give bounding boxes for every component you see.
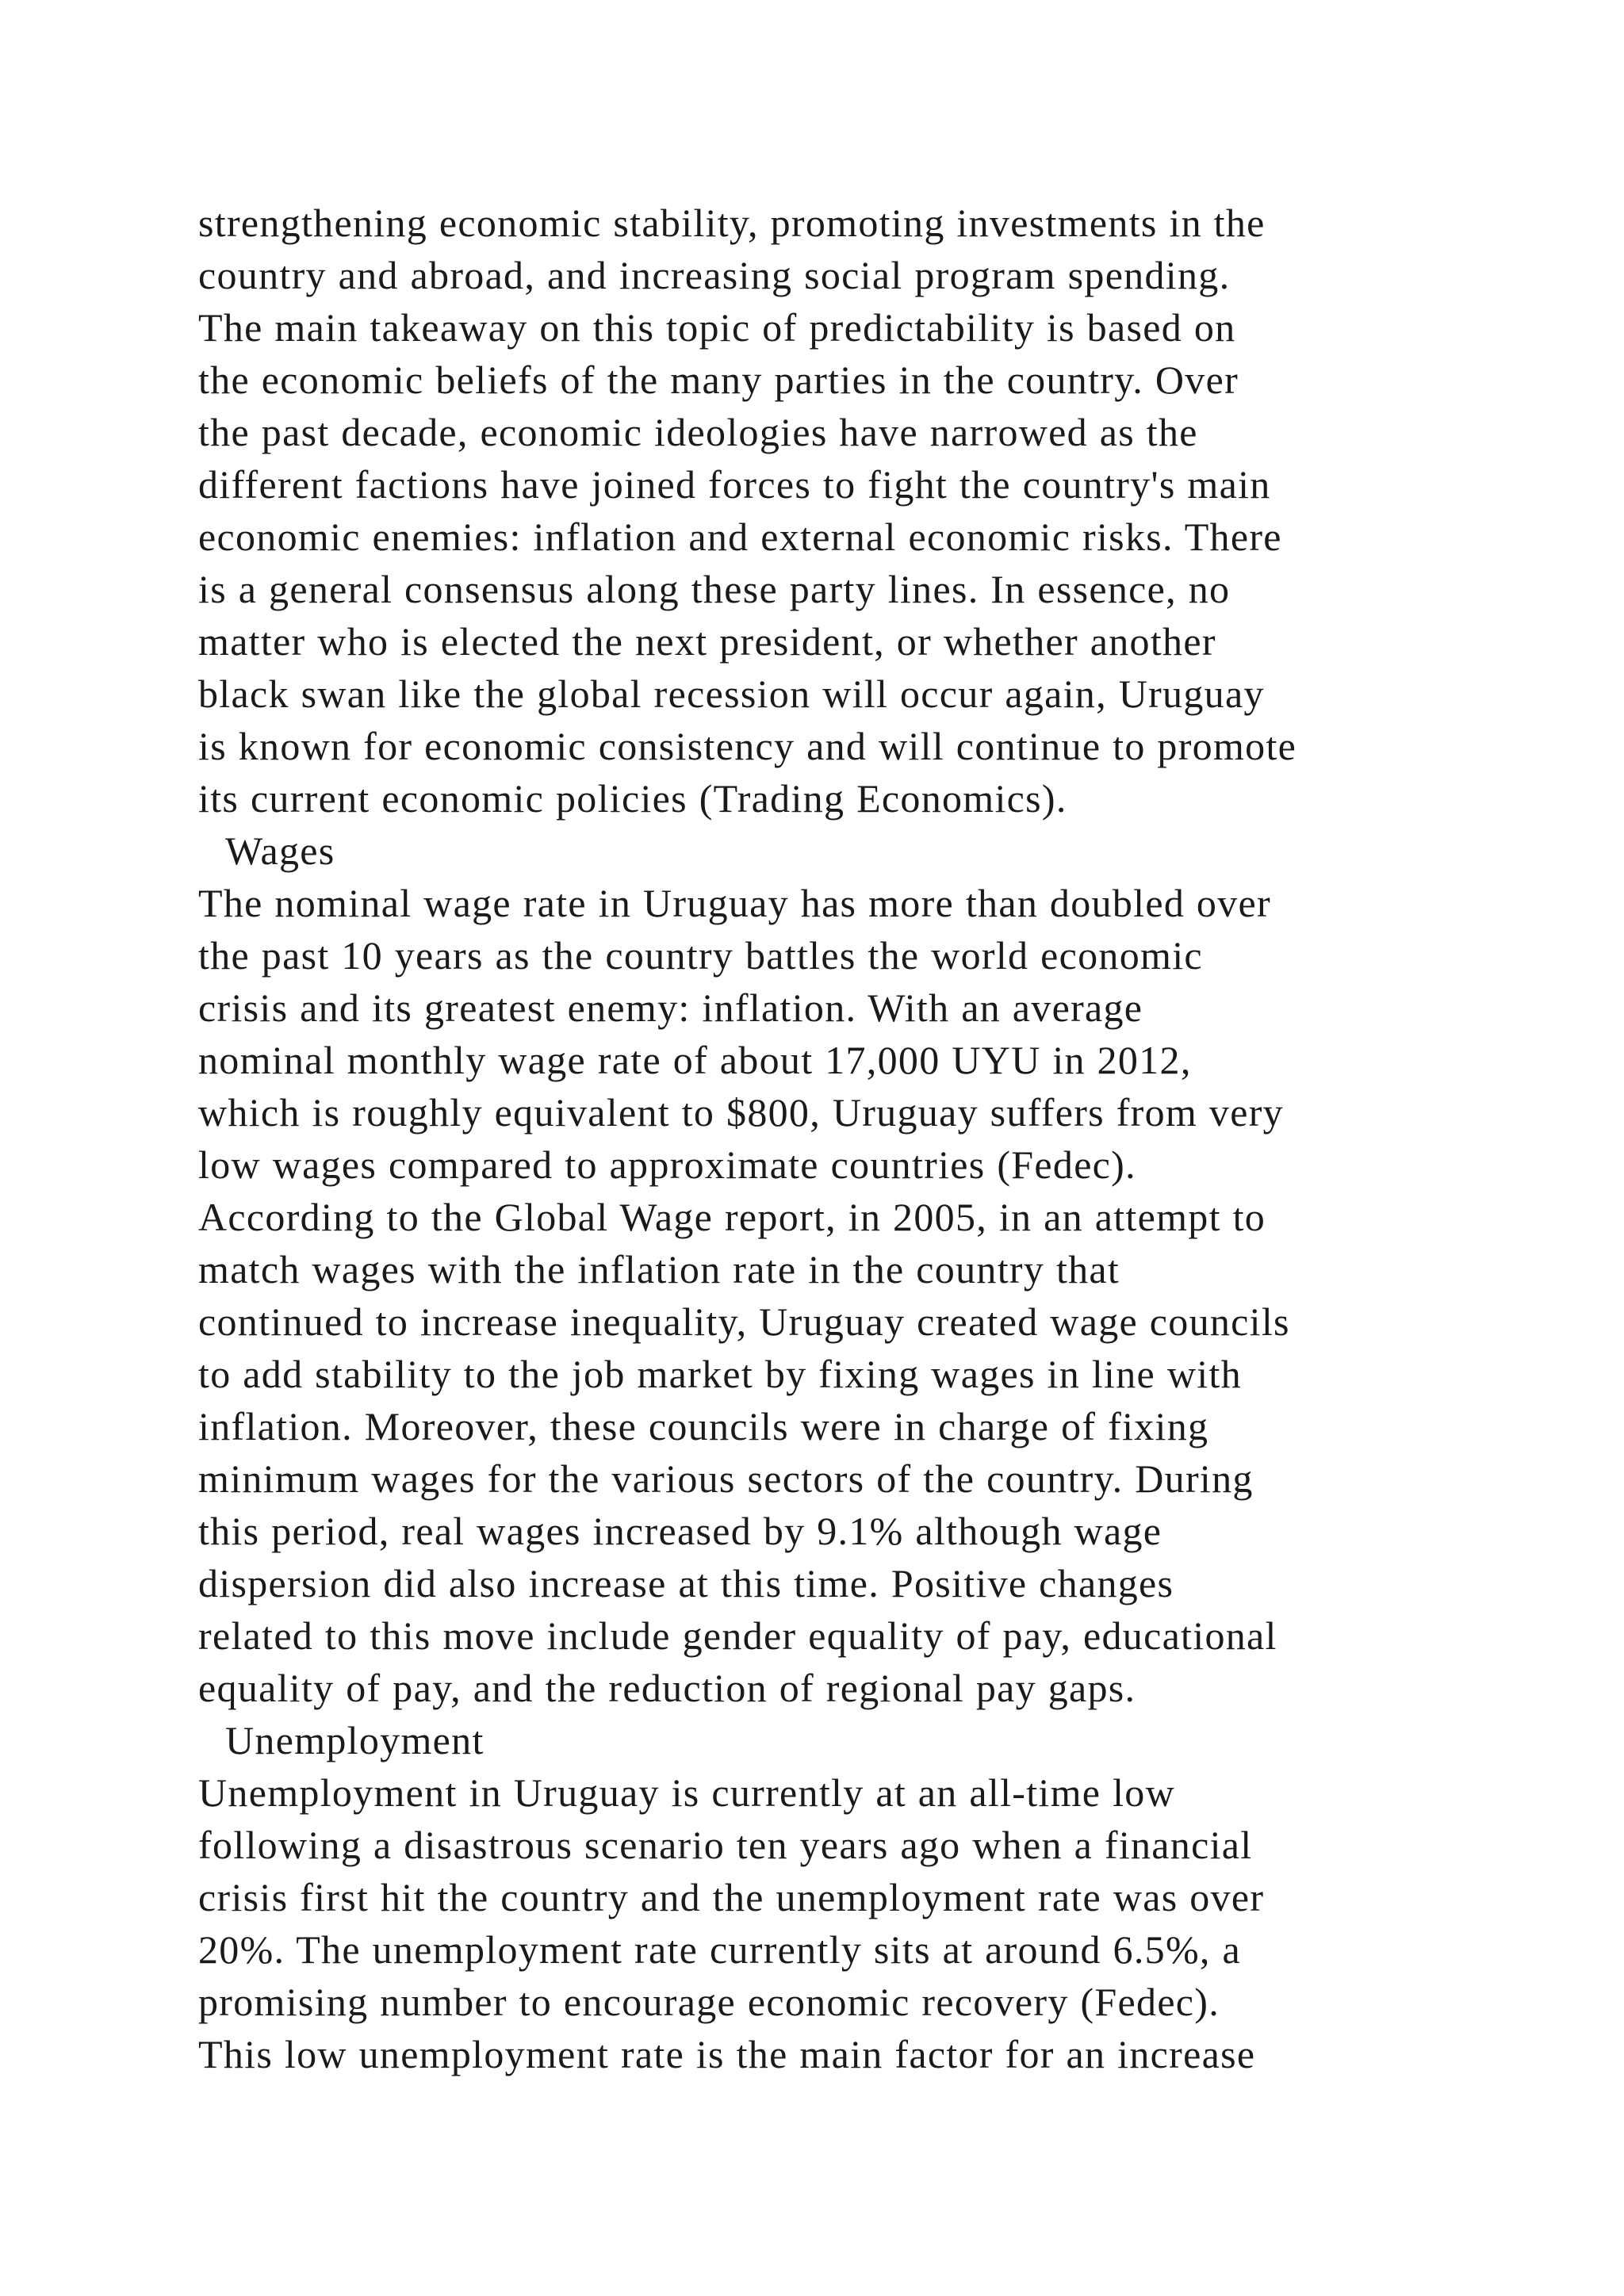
text-line: following a disastrous scenario ten years ago when a financial [198,1823,1253,1867]
text-line: its current economic policies (Trading Economics). [198,776,1067,821]
text-line: the past decade, economic ideologies have narrowed as the [198,410,1198,454]
text-line: nominal monthly wage rate of about 17,000 UYU in 2012, [198,1038,1192,1082]
text-line: dispersion did also increase at this time. Positive changes [198,1561,1174,1605]
text-line: strengthening economic stability, promoting investments in the [198,201,1266,245]
text-line: matter who is elected the next president, or whether another [198,619,1216,664]
text-line: the past 10 years as the country battles the world economic [198,933,1203,978]
text-line: continued to increase inequality, Uruguay created wage councils [198,1299,1290,1344]
text-line: economic enemies: inflation and external economic risks. There [198,515,1282,559]
text-line: is known for economic consistency and will continue to promote [198,724,1297,768]
text-line: equality of pay, and the reduction of regional pay gaps. [198,1666,1136,1710]
text-line: this period, real wages increased by 9.1% although wage [198,1509,1162,1553]
text-line: low wages compared to approximate countries (Fedec). [198,1142,1136,1187]
text-line: black swan like the global recession will occur again, Uruguay [198,672,1265,716]
section-heading-unemployment: Unemployment [225,1718,485,1762]
text-line: inflation. Moreover, these councils were in charge of fixing [198,1404,1209,1448]
section-heading-wages: Wages [225,828,335,873]
text-line: 20%. The unemployment rate currently sits at around 6.5%, a [198,1927,1241,1972]
text-line: minimum wages for the various sectors of the country. During [198,1456,1254,1501]
text-line: the economic beliefs of the many parties in the country. Over [198,358,1239,402]
text-line: to add stability to the job market by fixing wages in line with [198,1352,1242,1396]
text-line: different factions have joined forces to fight the country's main [198,462,1271,507]
text-line: crisis first hit the country and the unemployment rate was over [198,1875,1265,1919]
text-line: The nominal wage rate in Uruguay has more than doubled over [198,881,1271,925]
text-line: which is roughly equivalent to $800, Uruguay suffers from very [198,1090,1284,1135]
text-line: is a general consensus along these party lines. In essence, no [198,567,1231,611]
text-line: According to the Global Wage report, in 2005, in an attempt to [198,1195,1266,1239]
text-line: Unemployment in Uruguay is currently at an all-time low [198,1770,1175,1815]
body-text [198,197,1499,2080]
text-line: The main takeaway on this topic of predictability is based on [198,305,1236,350]
text-line: This low unemployment rate is the main factor for an increase [198,2032,1256,2076]
text-line: country and abroad, and increasing social program spending. [198,253,1231,297]
text-line: related to this move include gender equality of pay, educational [198,1613,1277,1658]
text-line: promising number to encourage economic recovery (Fedec). [198,1980,1220,2024]
text-line: crisis and its greatest enemy: inflation. With an average [198,985,1143,1030]
text-line: match wages with the inflation rate in the country that [198,1247,1120,1292]
